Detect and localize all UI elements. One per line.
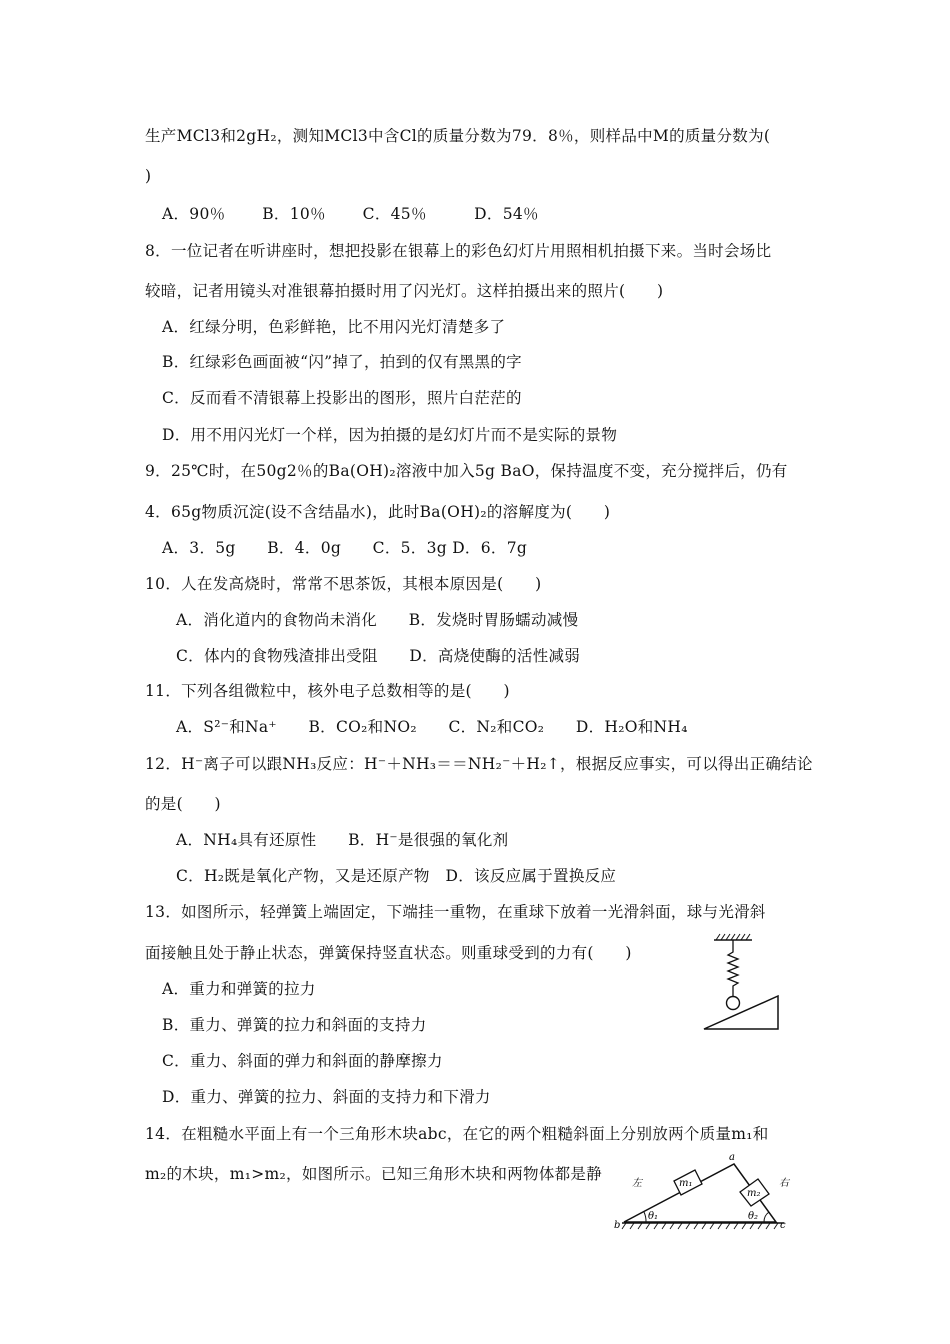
label-a: a bbox=[729, 1152, 735, 1163]
triangle-block-figure bbox=[612, 1148, 802, 1234]
option-line: A．3．5g B．4．0g C．5．3g D．6．7g bbox=[162, 539, 528, 557]
ground-hatch bbox=[622, 1223, 778, 1229]
option-line: C．重力、斜面的弹力和斜面的静摩擦力 bbox=[162, 1052, 443, 1070]
option-line: B．重力、弹簧的拉力和斜面的支持力 bbox=[162, 1016, 427, 1034]
text-line: 较暗，记者用镜头对准银幕拍摄时用了闪光灯。这样拍摄出来的照片( ) bbox=[145, 282, 664, 300]
option-line: A．消化道内的食物尚未消化 B．发烧时胃肠蠕动减慢 bbox=[176, 611, 579, 629]
text-line: 面接触且处于静止状态，弹簧保持竖直状态。则重球受到的力有( ) bbox=[145, 944, 632, 962]
label-theta2: θ₂ bbox=[748, 1211, 759, 1222]
angle-arc-theta2 bbox=[764, 1212, 769, 1222]
question-10: 10．人在发高烧时，常常不思茶饭，其根本原因是( ) bbox=[145, 575, 542, 593]
option-line: A．S²⁻和Na⁺ B．CO₂和NO₂ C．N₂和CO₂ D．H₂O和NH₄ bbox=[176, 718, 688, 736]
question-13: 13．如图所示，轻弹簧上端固定，下端挂一重物，在重球下放着一光滑斜面，球与光滑斜 bbox=[145, 903, 766, 921]
option-line: D．用不用闪光灯一个样，因为拍摄的是幻灯片而不是实际的景物 bbox=[162, 426, 618, 444]
question-9: 9．25℃时，在50g2％的Ba(OH)₂溶液中加入5g BaO，保持温度不变，充分搅拌后，仍有 bbox=[145, 462, 788, 480]
option-line: A．NH₄具有还原性 B．H⁻是很强的氧化剂 bbox=[176, 831, 509, 849]
question-12: 12．H⁻离子可以跟NH₃反应：H⁻＋NH₃＝＝NH₂⁻＋H₂↑，根据反应事实，可以得出正确结论 bbox=[145, 755, 813, 773]
incline bbox=[704, 996, 778, 1029]
label-theta1: θ₁ bbox=[648, 1211, 659, 1222]
question-8: 8．一位记者在听讲座时，想把投影在银幕上的彩色幻灯片用照相机拍摄下来。当时会场比 bbox=[145, 242, 772, 260]
option-line: C．体内的食物残渣排出受阻 D．高烧使酶的活性减弱 bbox=[176, 647, 581, 665]
spring bbox=[728, 940, 738, 996]
label-c: c bbox=[780, 1220, 786, 1231]
text-line: ) bbox=[145, 167, 152, 185]
label-b: b bbox=[614, 1220, 621, 1231]
angle-arc-theta1 bbox=[644, 1212, 646, 1222]
label-m2: m₂ bbox=[747, 1188, 761, 1199]
option-line: B．红绿彩色画面被“闪”掉了，拍到的仅有黑黑的字 bbox=[162, 353, 522, 371]
ball bbox=[727, 997, 740, 1010]
spring-incline-figure bbox=[700, 932, 786, 1036]
option-line: C．H₂既是氧化产物，又是还原产物 D．该反应属于置换反应 bbox=[176, 867, 617, 885]
question-11: 11．下列各组微粒中，核外电子总数相等的是( ) bbox=[145, 682, 510, 700]
text-line: 的是( ) bbox=[145, 795, 221, 813]
text-line: 4．65g物质沉淀(设不含结晶水)，此时Ba(OH)₂的溶解度为( ) bbox=[145, 503, 611, 521]
text-line: 生产MCl3和2gH₂，测知MCl3中含Cl的质量分数为79．8％，则样品中M的质量分数为( bbox=[145, 127, 771, 145]
option-line: D．重力、弹簧的拉力、斜面的支持力和下滑力 bbox=[162, 1088, 491, 1106]
label-m1: m₁ bbox=[679, 1178, 693, 1189]
option-line: C．反而看不清银幕上投影出的图形，照片白茫茫的 bbox=[162, 389, 522, 407]
question-14: 14．在粗糙水平面上有一个三角形木块abc，在它的两个粗糙斜面上分别放两个质量m₁和 bbox=[145, 1125, 769, 1143]
label-left: 左 bbox=[632, 1178, 642, 1189]
option-line: A．90％ B．10％ C．45％ D．54％ bbox=[162, 205, 539, 223]
option-line: A．红绿分明，色彩鲜艳，比不用闪光灯清楚多了 bbox=[162, 318, 506, 336]
text-line: m₂的木块，m₁>m₂，如图所示。已知三角形木块和两物体都是静 bbox=[145, 1165, 603, 1183]
label-right: 右 bbox=[779, 1178, 789, 1189]
option-line: A．重力和弹簧的拉力 bbox=[162, 980, 316, 998]
ceiling-hatch bbox=[716, 934, 750, 940]
